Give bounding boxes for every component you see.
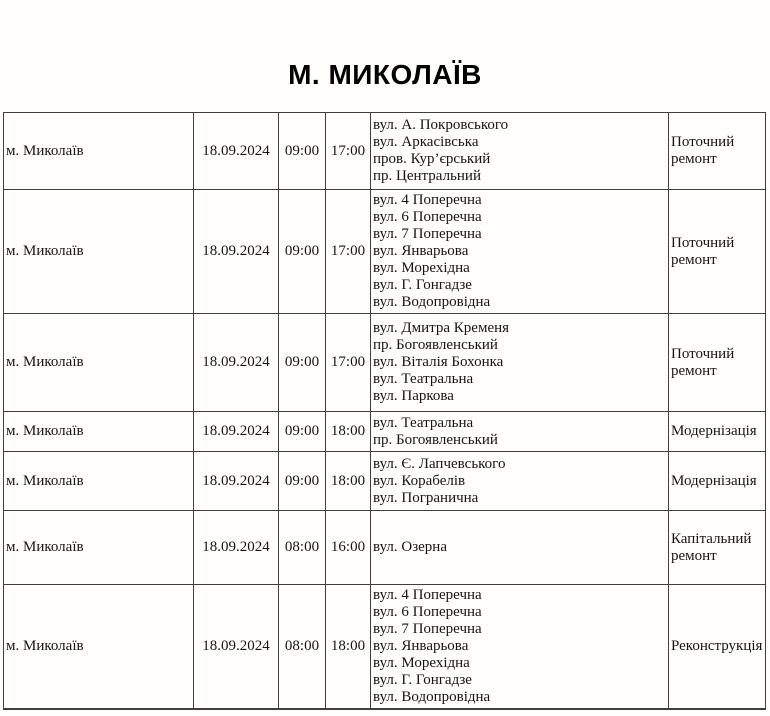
date-cell: 18.09.2024 [194, 412, 279, 452]
street-line: вул. Дмитра Кременя [373, 320, 510, 336]
start-time-cell: 09:00 [279, 190, 326, 314]
table-row [4, 452, 766, 511]
street-line: вул. Є. Лапчевського [373, 455, 506, 472]
table-row [4, 412, 766, 452]
street-line: вул. Январьова [373, 638, 469, 654]
street-line: вул. Г. Гонгадзе [373, 277, 472, 293]
street-line: вул. 4 Поперечна [373, 192, 482, 208]
streets-cell [371, 511, 669, 585]
start-time-cell: 09:00 [279, 314, 326, 412]
street-line: вул. Погранична [373, 489, 479, 506]
streets-cell [371, 314, 669, 412]
street-line: вул. Водопровідна [373, 689, 491, 705]
street-line: вул. Озерна [373, 539, 447, 555]
end-time-cell: 18:00 [326, 452, 371, 511]
page-title: М. МИКОЛАЇВ [288, 59, 482, 90]
work-type-cell: Поточний ремонт [669, 314, 766, 412]
table-row [4, 113, 766, 190]
street-line: вул. Аркасівська [373, 134, 479, 150]
street-line: пр. Богоявленський [373, 431, 498, 448]
city-cell: м. Миколаїв [4, 190, 194, 314]
work-type-cell: Модернізація [669, 412, 766, 452]
street-line: вул. Паркова [373, 388, 454, 404]
end-time-cell: 17:00 [326, 190, 371, 314]
work-type-cell: Поточний ремонт [669, 113, 766, 190]
streets-cell [371, 585, 669, 710]
city-cell: м. Миколаїв [4, 113, 194, 190]
street-line: вул. Г. Гонгадзе [373, 672, 472, 688]
table-row [4, 511, 766, 585]
date-cell: 18.09.2024 [194, 314, 279, 412]
street-line: вул. Январьова [373, 243, 469, 259]
city-cell: м. Миколаїв [4, 511, 194, 585]
streets-cell [371, 452, 669, 511]
date-cell: 18.09.2024 [194, 511, 279, 585]
street-line: вул. Корабелів [373, 472, 466, 489]
city-cell: м. Миколаїв [4, 412, 194, 452]
street-line: вул. Водопровідна [373, 294, 491, 310]
streets-cell [371, 113, 669, 190]
street-line: вул. 7 Поперечна [373, 226, 482, 242]
date-cell: 18.09.2024 [194, 113, 279, 190]
street-line: вул. 7 Поперечна [373, 621, 482, 637]
date-cell: 18.09.2024 [194, 585, 279, 710]
end-time-cell: 16:00 [326, 511, 371, 585]
start-time-cell: 08:00 [279, 511, 326, 585]
date-cell: 18.09.2024 [194, 452, 279, 511]
start-time-cell: 08:00 [279, 585, 326, 710]
street-line: вул. 4 Поперечна [373, 587, 482, 603]
end-time-cell: 18:00 [326, 585, 371, 710]
city-cell: м. Миколаїв [4, 585, 194, 710]
street-line: вул. А. Покровського [373, 117, 509, 133]
street-line: вул. 6 Поперечна [373, 209, 482, 225]
street-line: вул. Театральна [373, 414, 474, 431]
street-line: вул. 6 Поперечна [373, 604, 482, 620]
work-type-cell: Модернізація [669, 452, 766, 511]
street-line: пров. Кур’єрський [373, 151, 491, 167]
start-time-cell: 09:00 [279, 113, 326, 190]
street-line: вул. Морехідна [373, 655, 470, 671]
schedule-table [3, 112, 766, 710]
start-time-cell: 09:00 [279, 412, 326, 452]
work-type-cell: Поточний ремонт [669, 190, 766, 314]
work-type-cell: Реконструкція [669, 585, 766, 710]
city-cell: м. Миколаїв [4, 314, 194, 412]
end-time-cell: 17:00 [326, 314, 371, 412]
end-time-cell: 17:00 [326, 113, 371, 190]
street-line: пр. Богоявленський [373, 337, 498, 353]
start-time-cell: 09:00 [279, 452, 326, 511]
date-cell: 18.09.2024 [194, 190, 279, 314]
street-line: пр. Центральний [373, 168, 481, 184]
end-time-cell: 18:00 [326, 412, 371, 452]
city-cell: м. Миколаїв [4, 452, 194, 511]
table-row [4, 585, 766, 710]
table-row [4, 190, 766, 314]
schedule-table-body [4, 113, 766, 710]
street-line: вул. Театральна [373, 371, 474, 387]
street-line: вул. Віталія Бохонка [373, 354, 504, 370]
table-row [4, 314, 766, 412]
streets-cell [371, 412, 669, 452]
street-line: вул. Морехідна [373, 260, 470, 276]
work-type-cell: Капітальний ремонт [669, 511, 766, 585]
streets-cell [371, 190, 669, 314]
